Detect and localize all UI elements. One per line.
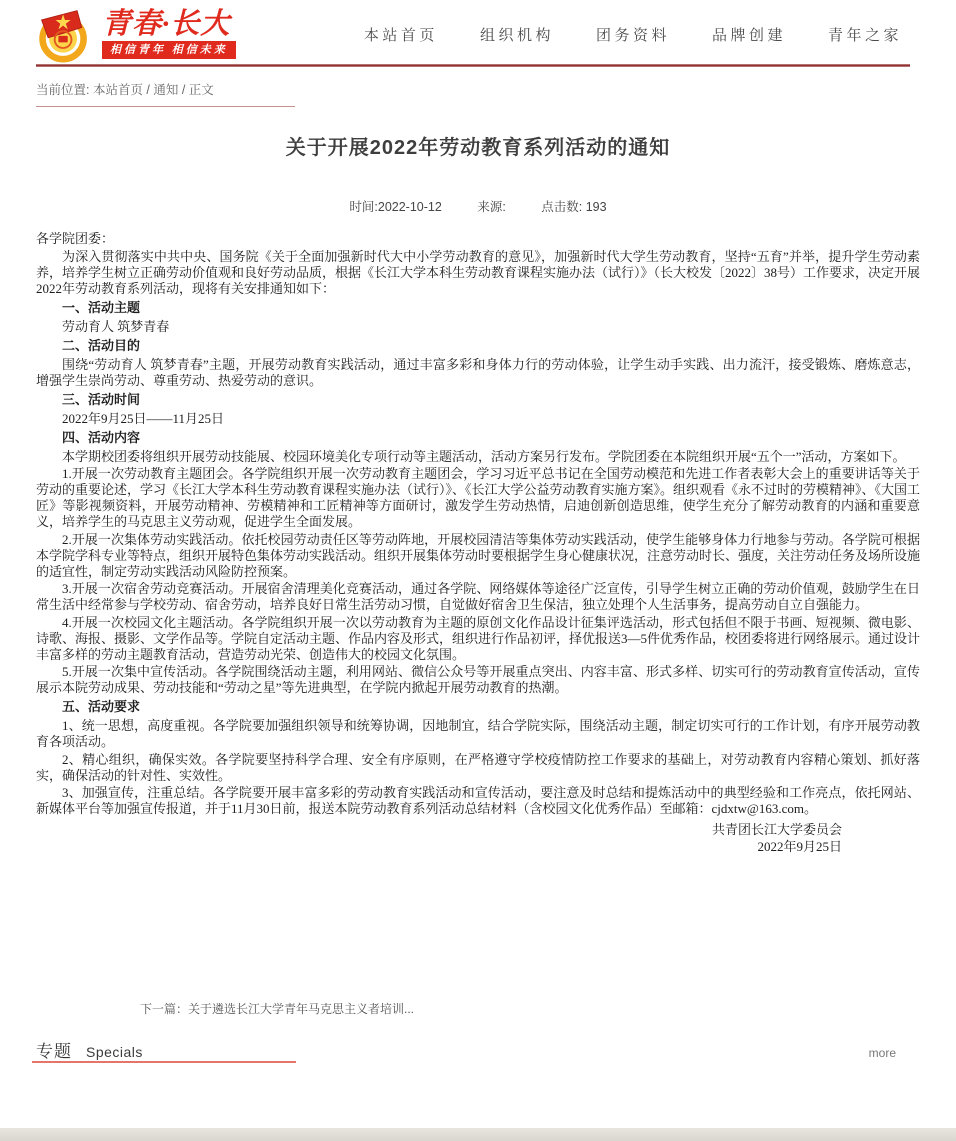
- bottom-bar: [0, 1128, 956, 1141]
- specials-more-link[interactable]: more: [868, 1046, 896, 1060]
- section-heading-theme: 一、活动主题: [62, 299, 141, 315]
- specials-title-en: Specials: [86, 1044, 143, 1060]
- section-heading-requirements: 五、活动要求: [62, 699, 141, 714]
- section-heading-content: 四、活动内容: [62, 429, 141, 445]
- main-nav: [364, 24, 920, 45]
- specials-divider: [32, 1061, 296, 1063]
- meta-time: 时间:2022-10-12: [349, 200, 442, 214]
- specials-title-zh: 专题: [36, 1042, 72, 1061]
- article-paragraph: 2.开展一次集体劳动实践活动。依托校园劳动责任区等劳动阵地，开展校园清洁等集体劳动实践活动，使学生能够身体力行地参与劳动。各学院可根据本学院学科专业等特点，组织开展特色集体劳动实践活动。组织开展集体劳动时要根据学生身心健康状况，注意劳动时长、强度，关注劳动任务及场所设施的适宜性，制定劳动实践活动风险防控预案。: [36, 531, 921, 579]
- article-paragraph: 3.开展一次宿舍劳动竞赛活动。开展宿舍清理美化竞赛活动，通过各学院、网络媒体等途径广泛宣传，引导学生树立正确的劳动价值观，鼓励学生在日常生活中经常参与学校劳动、宿舍劳动，培养良好日常生活劳动习惯，自觉做好宿舍卫生保洁，独立处理个人生活事务，提高劳动自立自强能力。: [36, 581, 920, 612]
- nav-item-league-materials[interactable]: 团务资料: [595, 26, 670, 44]
- meta-source: 来源:: [477, 200, 506, 214]
- article-body: [36, 231, 920, 855]
- article-meta: [36, 197, 920, 215]
- article-paragraph: 劳动育人 筑梦青春: [62, 318, 170, 334]
- site-slogan: 相信青年 相信未来: [102, 41, 236, 59]
- nav-item-youth-home[interactable]: 青年之家: [827, 26, 902, 44]
- site-header: [36, 0, 920, 64]
- article-paragraph: 2、精心组织，确保实效。各学院要坚持科学合理、安全有序原则，在严格遵守学校疫情防控工作要求的基础上，对劳动教育内容精心策划、抓好落实，确保活动的针对性、实效性。: [36, 751, 920, 783]
- article-paragraph: 本学期校团委将组织开展劳动技能展、校园环境美化专项行动等主题活动，活动方案另行发布。学院团委在本院组织开展“五个一”活动，方案如下。: [62, 448, 906, 464]
- article-paragraph: 4.开展一次校园文化主题活动。各学院组织开展一次以劳动教育为主题的原创文化作品设计征集评选活动，形式包括但不限于书画、短视频、微电影、诗歌、海报、摄影、文学作品等。学院自定活动主题、作品内容及形式，组织进行作品初评，择优报送3—5件优秀作品，校团委将进行网络展示。通过设计丰富多样的劳动主题教育活动，营造劳动光荣、创造伟大的校园文化氛围。: [36, 614, 921, 662]
- youth-league-emblem-icon: [36, 5, 92, 63]
- specials-section-header: [36, 1037, 896, 1062]
- breadcrumb[interactable]: 当前位置: 本站首页 / 通知 / 正文: [36, 83, 214, 97]
- article-paragraph: 围绕“劳动育人 筑梦青春”主题，开展劳动教育实践活动，通过丰富多彩和身体力行的劳动体验，让学生动手实践、出力流汗，接受锻炼、磨炼意志，增强学生崇尚劳动、尊重劳动、热爱劳动的意识。: [36, 356, 920, 388]
- article-paragraph: 为深入贯彻落实中共中央、国务院《关于全面加强新时代大中小学劳动教育的意见》，加强新时代大学生劳动教育，坚持“五育”并举，提升学生劳动素养，培养学生树立正确劳动价值观和良好劳动品质，根据《长江大学本科生劳动教育课程实施办法（试行）》（长大校发〔2022〕38号）工作要求，决定开展2022年劳动教育系列活动，现将有关安排通知如下：: [36, 248, 921, 296]
- site-title: 青春·长大: [102, 8, 231, 40]
- nav-item-organization[interactable]: 组织机构: [479, 26, 554, 44]
- article-signature: [36, 821, 920, 855]
- signature-date: 2022年9月25日: [757, 839, 842, 854]
- article-paragraph: 5.开展一次集中宣传活动。各学院围绕活动主题，利用网站、微信公众号等开展重点突出、内容丰富、形式多样、切实可行的劳动教育宣传活动，宣传展示本院劳动成果、劳动技能和“劳动之星”等先进典型，在学院内掀起开展劳动教育的热潮。: [36, 664, 920, 695]
- nav-item-brand-building[interactable]: 品牌创建: [711, 26, 786, 44]
- article-salutation: 各学院团委：: [36, 231, 115, 246]
- article-paragraph: 1.开展一次劳动教育主题团会。各学院组织开展一次劳动教育主题团会，学习习近平总书记在全国劳动模范和先进工作者表彰大会上的重要讲话等关于劳动的重要论述，学习《长江大学本科生劳动教育课程实施办法（试行）》、《长江大学公益劳动教育实施方案》。组织观看《永不过时的劳模精神》、《大国工匠》等影视频资料，开展劳动精神、劳模精神和工匠精神等方面研讨，激发学生劳动热情，启迪创新创造思维，使学生充分了解劳动教育的内涵和重要意义，培养学生的马克思主义劳动观，促进学生全面发展。: [36, 466, 921, 529]
- next-article-link-row: [140, 1000, 414, 1017]
- next-article-link[interactable]: 下一篇：关于遴选长江大学青年马克思主义者培训...: [140, 1002, 415, 1016]
- section-heading-time: 三、活动时间: [62, 391, 141, 407]
- nav-item-home[interactable]: 本站首页: [363, 26, 438, 44]
- breadcrumb-divider: [36, 106, 295, 107]
- section-heading-purpose: 二、活动目的: [62, 337, 141, 353]
- page-title: 关于开展2022年劳动教育系列活动的通知: [285, 137, 671, 159]
- article-paragraph: 1、统一思想，高度重视。各学院要加强组织领导和统筹协调，因地制宜，结合学院实际，围绕活动主题，制定切实可行的工作计划，有序开展劳动教育各项活动。: [36, 718, 920, 749]
- signature-organization: 共青团长江大学委员会: [711, 822, 842, 837]
- meta-hits: 点击数: 193: [541, 200, 607, 214]
- article-paragraph: 2022年9月25日——11月25日: [62, 410, 225, 426]
- site-logo[interactable]: [36, 5, 236, 63]
- article-paragraph: 3、加强宣传，注重总结。各学院要开展丰富多彩的劳动教育实践活动和宣传活动，要注意及时总结和提炼活动中的典型经验和工作亮点，依托网站、新媒体平台等加强宣传报道，并于11月30日前，报送本院劳动教育系列活动总结材料（含校园文化优秀作品）至邮箱：cjdxtw@163.com。: [36, 785, 920, 816]
